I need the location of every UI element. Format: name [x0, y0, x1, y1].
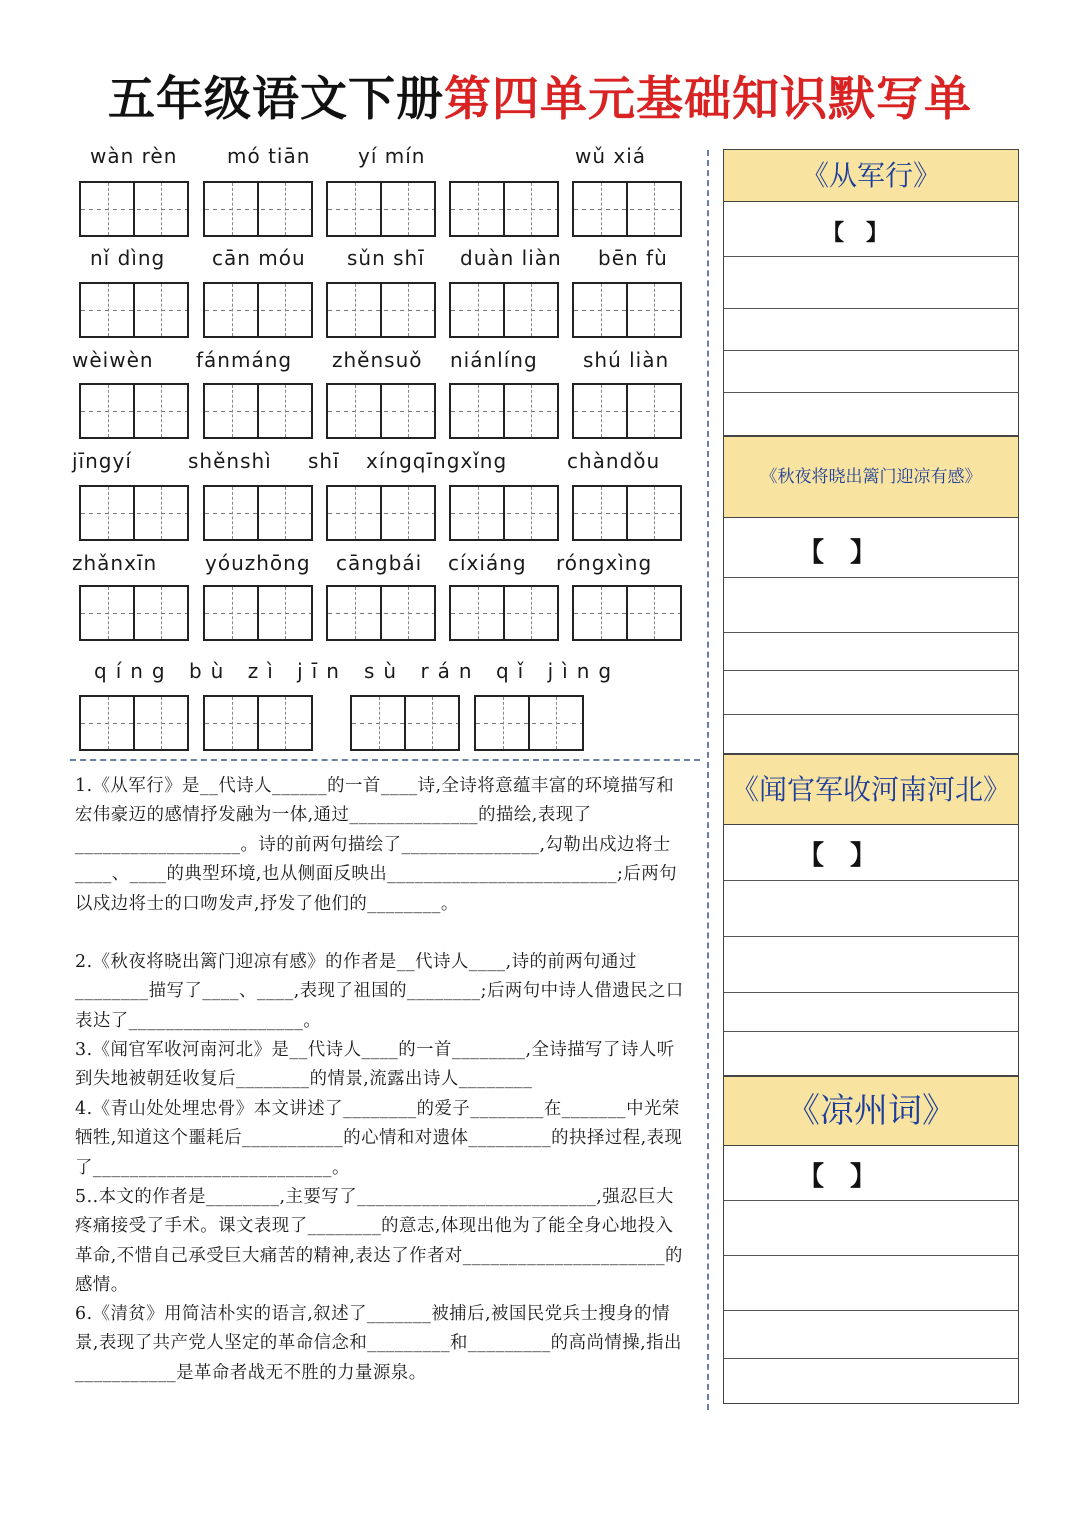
- writing-line[interactable]: [724, 202, 1018, 257]
- writing-box[interactable]: [449, 485, 559, 541]
- writing-box[interactable]: [79, 181, 189, 237]
- pinyin-label: xíngqīngxǐng: [366, 449, 508, 473]
- poem-title: 《闻官军收河南河北》: [724, 755, 1018, 825]
- pinyin-label: sǔn shī: [347, 246, 425, 270]
- writing-line[interactable]: [724, 825, 1018, 881]
- writing-line[interactable]: [724, 351, 1018, 393]
- writing-line[interactable]: [724, 1256, 1018, 1311]
- writing-box[interactable]: [79, 485, 189, 541]
- pinyin-label: yí mín: [358, 144, 426, 168]
- writing-line[interactable]: [724, 1311, 1018, 1359]
- pinyin-label: shú liàn: [583, 348, 670, 372]
- pinyin-row-1: [72, 144, 692, 174]
- pinyin-row-3: [72, 348, 692, 378]
- writing-line[interactable]: [724, 633, 1018, 671]
- pinyin-label: wàn rèn: [90, 144, 178, 168]
- writing-line[interactable]: [724, 881, 1018, 937]
- writing-box[interactable]: [79, 695, 189, 751]
- poet-bracket: 【 】: [798, 538, 877, 568]
- question-2: [75, 948, 687, 1036]
- pinyin-row-5: [72, 551, 692, 581]
- writing-line[interactable]: [724, 309, 1018, 351]
- pinyin-label: cíxiáng: [448, 551, 527, 575]
- pinyin-label: duàn liàn: [460, 246, 562, 270]
- pinyin-label: yóuzhōng: [205, 551, 311, 575]
- writing-line[interactable]: [724, 578, 1018, 633]
- pinyin-label: chàndǒu: [567, 449, 661, 473]
- pinyin-label: cāngbái: [336, 551, 423, 575]
- writing-box[interactable]: [79, 383, 189, 439]
- writing-box[interactable]: [572, 485, 682, 541]
- writing-line[interactable]: [724, 1146, 1018, 1201]
- writing-box[interactable]: [326, 585, 436, 641]
- pinyin-label: róngxìng: [556, 551, 653, 575]
- page-title: [0, 62, 1080, 129]
- pinyin-label: wèiwèn: [72, 348, 154, 372]
- question-4: [75, 1095, 687, 1183]
- writing-line[interactable]: [724, 1032, 1018, 1075]
- writing-line[interactable]: [724, 393, 1018, 435]
- writing-box[interactable]: [572, 585, 682, 641]
- writing-line[interactable]: [724, 1359, 1018, 1403]
- pinyin-label: wǔ xiá: [575, 144, 647, 168]
- question-1: [75, 772, 687, 919]
- writing-line[interactable]: [724, 1201, 1018, 1256]
- pinyin-label: jīngyí: [72, 449, 132, 473]
- poem-title: 《秋夜将晓出篱门迎凉有感》: [724, 437, 1018, 518]
- writing-box[interactable]: [572, 282, 682, 338]
- pinyin-label: niánlíng: [450, 348, 538, 372]
- pinyin-label: nǐ dìng: [90, 246, 166, 270]
- writing-box[interactable]: [572, 181, 682, 237]
- poem-title: 《从军行》: [724, 150, 1018, 202]
- question-text: 6.《清贫》用简洁朴实的语言,叙述了_______被捕后,被国民党兵士搜身的情景,表现了共产党人坚定的革命信念和_________和_________的高尚情操,指出___________是革命者战无不胜的力量源泉。: [75, 1304, 682, 1383]
- writing-box[interactable]: [474, 695, 584, 751]
- pinyin-label: cān móu: [212, 246, 306, 270]
- writing-box[interactable]: [449, 383, 559, 439]
- question-text: 4.《青山处处埋忠骨》本文讲述了________的爱子________在_______中光荣牺牲,知道这个噩耗后___________的心情和对遗体_________的抉择过程,表现了__________________________。: [75, 1099, 683, 1178]
- writing-box[interactable]: [449, 585, 559, 641]
- vertical-divider: [707, 150, 709, 1410]
- writing-box[interactable]: [203, 383, 313, 439]
- writing-box[interactable]: [203, 282, 313, 338]
- writing-line[interactable]: [724, 518, 1018, 578]
- question-5: [75, 1183, 687, 1301]
- poem-panel-congjunxing: [723, 149, 1019, 436]
- poem-title: 《凉州词》: [724, 1077, 1018, 1146]
- writing-box[interactable]: [326, 282, 436, 338]
- pinyin-label: sù rán qǐ jìng: [364, 659, 621, 683]
- writing-box[interactable]: [326, 181, 436, 237]
- question-3: [75, 1036, 687, 1095]
- question-text: 2.《秋夜将晓出篱门迎凉有感》的作者是__代诗人____,诗的前两句通过________描写了____、____,表现了祖国的________;后两句中诗人借遗民之口表达了___________________。: [75, 952, 684, 1031]
- writing-box[interactable]: [203, 695, 313, 751]
- writing-box[interactable]: [79, 585, 189, 641]
- pinyin-label: bēn fù: [598, 246, 668, 270]
- writing-box[interactable]: [79, 282, 189, 338]
- writing-box[interactable]: [203, 485, 313, 541]
- poem-panel-wenguanjun: [723, 754, 1019, 1076]
- pinyin-label: shěnshì: [188, 449, 272, 473]
- pinyin-label: mó tiān: [227, 144, 311, 168]
- pinyin-label: shī: [308, 449, 340, 473]
- pinyin-label: zhěnsuǒ: [332, 348, 423, 372]
- pinyin-row-4: [72, 449, 692, 479]
- question-6: [75, 1300, 687, 1388]
- question-text: 3.《闻官军收河南河北》是__代诗人____的一首________,全诗描写了诗人听到失地被朝廷收复后________的情景,流露出诗人________: [75, 1040, 675, 1090]
- writing-line[interactable]: [724, 257, 1018, 309]
- question-text: 5..本文的作者是________,主要写了__________________________,强忍巨大疼痛接受了手术。课文表现了________的意志,体现出他为了能全身心地投入革命,不惜自己承受巨大痛苦的精神,表达了作者对______________________的感情。: [75, 1187, 683, 1296]
- poet-bracket: 【 】: [798, 841, 877, 871]
- title-part-red: 第四单元基础知识默写单: [444, 72, 972, 127]
- writing-box[interactable]: [326, 485, 436, 541]
- writing-box[interactable]: [350, 695, 460, 751]
- pinyin-label: zhǎnxīn: [72, 551, 158, 575]
- pinyin-label: qíng bù zì jīn: [94, 659, 348, 683]
- poem-panel-qiuye: [723, 436, 1019, 754]
- writing-line[interactable]: [724, 671, 1018, 715]
- writing-box[interactable]: [449, 282, 559, 338]
- pinyin-row-2: [72, 246, 692, 276]
- poet-bracket: 【 】: [822, 221, 889, 246]
- writing-line[interactable]: [724, 937, 1018, 993]
- writing-line[interactable]: [724, 993, 1018, 1032]
- writing-box[interactable]: [326, 383, 436, 439]
- writing-box[interactable]: [572, 383, 682, 439]
- question-text: 1.《从军行》是__代诗人______的一首____诗,全诗将意蕴丰富的环境描写和宏伟豪迈的感情抒发融为一体,通过______________的描绘,表现了__________________。诗的前两句描绘了_______________,勾勒出戍边将士____、____的典型环境,也从侧面反映出_________________________;后两句以戍边将士的口吻发声,抒发了他们的________。: [75, 776, 678, 914]
- horizontal-divider: [70, 759, 700, 761]
- title-part-black: 五年级语文下册: [108, 72, 444, 127]
- poet-bracket: 【 】: [798, 1162, 877, 1192]
- writing-box[interactable]: [203, 181, 313, 237]
- writing-box[interactable]: [449, 181, 559, 237]
- writing-box[interactable]: [203, 585, 313, 641]
- poem-panel-liangzhouci: [723, 1076, 1019, 1404]
- writing-line[interactable]: [724, 715, 1018, 753]
- pinyin-label: fánmáng: [196, 348, 293, 372]
- pinyin-row-6: [72, 659, 692, 689]
